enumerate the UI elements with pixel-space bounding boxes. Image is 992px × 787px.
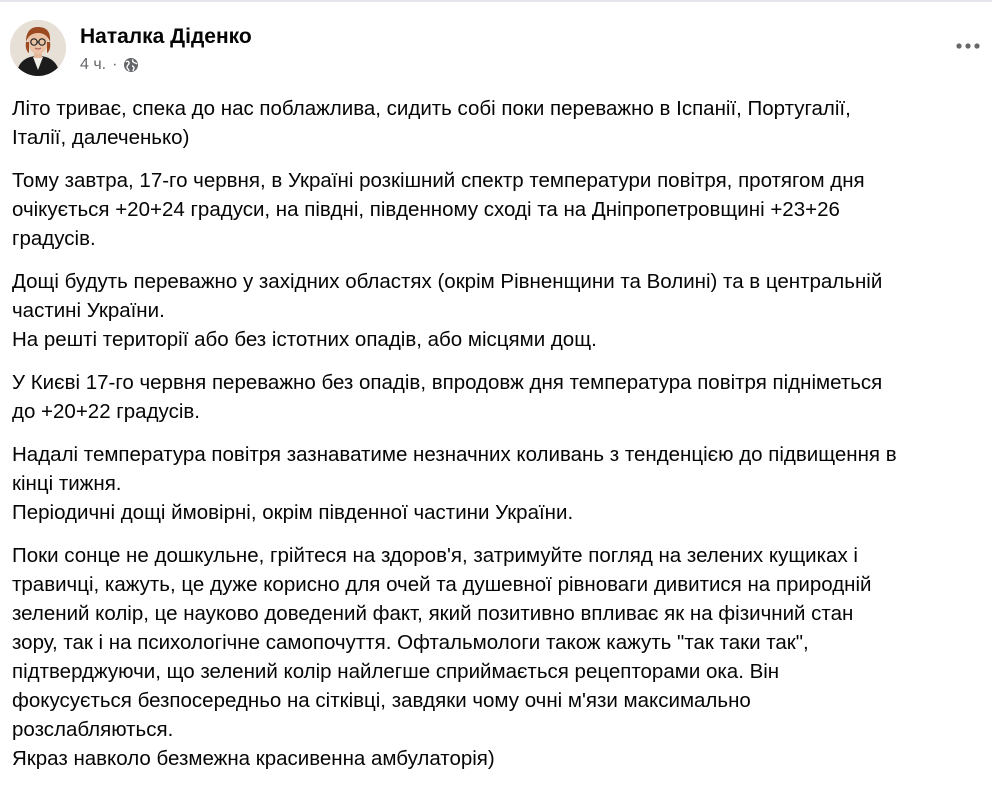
post-paragraph: [12, 166, 988, 253]
post-line: травичці, кажуть, це дуже корисно для очей та душевної рівноваги дивитися на природній: [12, 573, 872, 596]
post-line: зору, так і на психологічне самопочуття. Офтальмологи також кажуть "так таки так",: [12, 631, 809, 654]
post-line: очікується +20+24 градуси, на півдні, південному сході та на Дніпропетровщині +23+26: [12, 198, 840, 221]
post-line: градусів.: [12, 227, 96, 250]
post-paragraph: [12, 267, 988, 354]
post-line: Дощі будуть переважно у західних областях (окрім Рівненщини та Волині) та в центральній: [12, 270, 883, 293]
post-text: [12, 94, 988, 787]
post-line: Літо триває, спека до нас поблажлива, сидить собі поки переважно в Іспанії, Португалії,: [12, 97, 851, 120]
post-line: Періодичні дощі ймовірні, окрім південної частини України.: [12, 501, 574, 524]
post-line: розслабляються.: [12, 718, 174, 741]
post-line: У Києві 17-го червня переважно без опадів, впродовж дня температура повітря підніметься: [12, 371, 883, 394]
globe-icon[interactable]: [123, 57, 139, 73]
post-line: підтверджуючи, що зелений колір найлегше сприймається рецепторами ока. Він: [12, 660, 780, 683]
post-paragraph: [12, 94, 988, 152]
post-line: Італії, далеченько): [12, 126, 190, 149]
author-name[interactable]: Наталка Діденко: [80, 25, 252, 48]
avatar[interactable]: [10, 20, 66, 76]
meta-separator: ·: [112, 56, 118, 73]
post-line: Поки сонце не дошкульне, грійтеся на здоров'я, затримуйте погляд на зелених кущиках і: [12, 544, 858, 567]
post-paragraph: [12, 440, 988, 527]
post-paragraph: [12, 368, 988, 426]
post-line: кінці тижня.: [12, 472, 122, 495]
post-line: На решті території або без істотних опадів, або місцями дощ.: [12, 328, 597, 351]
post-line: до +20+22 градусів.: [12, 400, 200, 423]
post-line: зелений колір, це науково доведений факт, який позитивно впливає як на фізичний стан: [12, 602, 854, 625]
post-line: фокусується безпосередньо на сітківці, завдяки чому очні м'язи максимально: [12, 689, 751, 712]
more-horizontal-icon: [955, 42, 981, 50]
post-line: Тому завтра, 17-го червня, в Україні розкішний спектр температури повітря, протягом дня: [12, 169, 865, 192]
top-divider: [0, 0, 992, 2]
post-line: частині України.: [12, 299, 165, 322]
more-options-button[interactable]: [952, 34, 984, 58]
post-timestamp[interactable]: 4 ч.: [80, 56, 107, 73]
post-paragraph: [12, 541, 988, 773]
post-meta: [80, 54, 139, 76]
post-line: Якраз навколо безмежна красивенна амбулаторія): [12, 747, 495, 770]
post-line: Надалі температура повітря зазнаватиме незначних коливань з тенденцією до підвищення в: [12, 443, 897, 466]
